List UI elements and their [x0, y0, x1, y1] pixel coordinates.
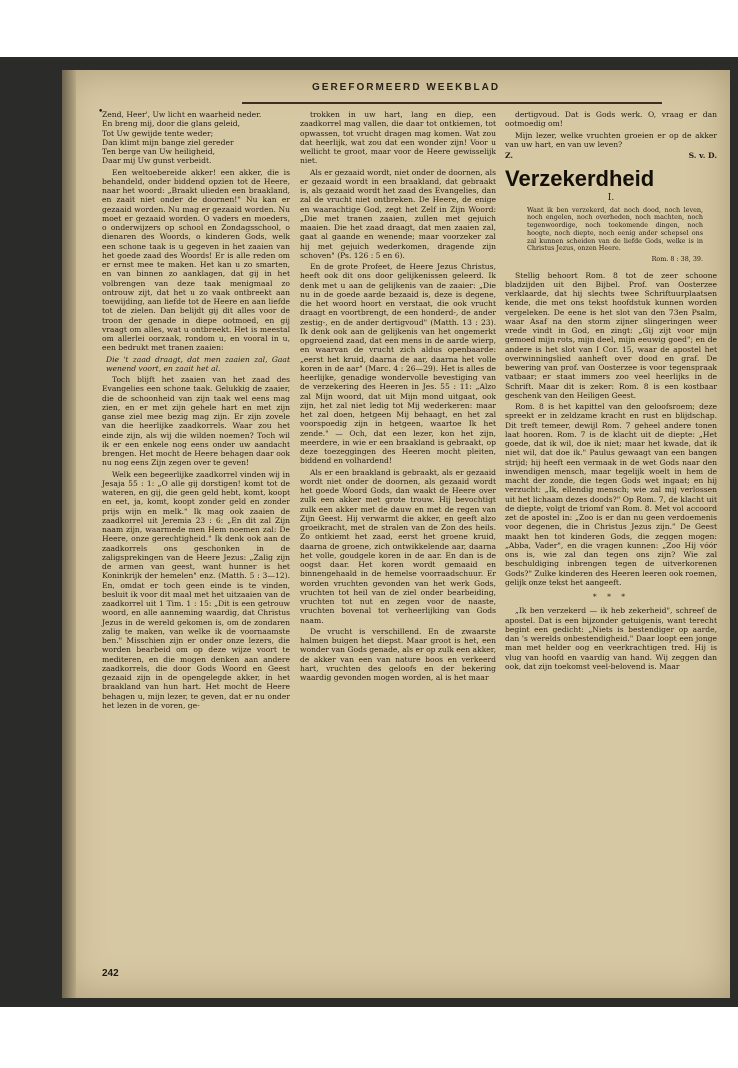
article-signature	[505, 151, 717, 160]
page-binding-shadow	[62, 70, 76, 998]
paragraph: trokken in uw hart, lang en diep, een zaadkorrel mag vallen, die daar tot ontkiemen, tot opwassen, tot vrucht dragen mag komen. Wat zou dat heerlijk, wat zou dat een wonder zijn! Voor u wellicht te groot, maar voor de Heere gewisselijk niet.	[300, 110, 496, 166]
publication-title: GEREFORMEERD WEEKBLAD	[312, 82, 501, 93]
column-middle	[300, 110, 496, 684]
motto-text: Want ik ben verzekerd, dat noch dood, noch leven, noch engelen, noch overheden, noch machten, noch tegenwoordige, noch toekomende dingen, noch hoogte, noch diepte, noch eenig ander schepsel ons zal kunnen scheiden van de liefde Gods, welke is in Christus Jezus, onzen Heere.	[527, 205, 703, 253]
paragraph: Als er gezaaid wordt, niet onder de doornen, als er gezaaid wordt in een braakland, dat gebraakt is, als gezaaid wordt het zaad des Evangelies, dan zal de vrucht niet ontbreken. De Heere, de enige en waarachtige God, zegt het Zelf in Zijn Woord: „Die met tranen zaaien, zullen met gejuich maaien. Die het zaad draagt, dat men zaaien zal, gaat al gaande en wenende; maar voorzeker zal hij met gejuich wederkomen, dragende zijn schoven" (Ps. 126 : 5 en 6).	[300, 167, 496, 260]
column-left	[102, 110, 290, 712]
margin-mark: •	[98, 107, 104, 117]
section-number: I.	[607, 193, 615, 204]
magazine-page	[62, 70, 730, 998]
column-right	[505, 110, 717, 673]
signature-left: Z.	[505, 151, 514, 160]
paragraph: „Ik ben verzekerd — ik heb zekerheid", schreef de apostel. Dat is een bijzonder getuigenis, want terecht begint een gedicht: „Niets is bestendiger op aarde, dan 's werelds onbestendigheid." Daar loopt een jonge man met helder oog en veerkrachtigen tred. Hij is vlug van hoofd en vaardig van hand. Wij zeggen dan ook, dat zijn toekomst veel-belovend is. Maar	[505, 606, 717, 671]
poem-stanza: Zend, Heer', Uw licht en waarheid neder. En breng mij, door die glans geleid, Tot Uw gewijde tente weder; Dan klimt mijn bange ziel gereder Ten berge van Uw heiligheid, Daar mij Uw gunst verbeidt.	[102, 110, 262, 166]
paragraph: Een weltoebereide akker! een akker, die is behandeld, onder biddend opzien tot de Heere, naar het woord: „Braakt ulieden een braakland, en zaait niet onder de doornen!" Nu kan er gezaaid worden. Nu mag er gezaaid worden. Nu moet er gezaaid worden. O vaders en moeders, o onderwijzers op school en Zondagsschool, o dienaren des Woords, o kinderen Gods, welk een schone taak is u gegeven in het zaaien van het goede zaad des Woords! Er is alle reden om er ernst mee te maken. Het kan u zo smarten, en van binnen zo aanklagen, dat gij in het volbrengen van deze taak menigmaal zo ontrouw zijt, dat het u zo vaak ontbreekt aan toewijding, aan liefde tot de Heere en aan liefde tot de zielen. Dan belijdt gij dit alles voor de troon der genade in diepe ootmoed, en gij vraagt om alles, wat u ontbreekt. Het is meestal om allerlei oorzaak, rondom u, en vooral in u, een bedrukt met tranen zaaien:	[102, 167, 290, 353]
verse-quote: Die 't zaad draagt, dat men zaaien zal, Gaat wenend voort, en zaait het al.	[106, 354, 290, 373]
paragraph: De vrucht is verschillend. En de zwaarste halmen buigen het diepst. Maar groot is het, een wonder van Gods genade, als er op zulk een akker, de akker van een van nature boos en verkeerd hart, vruchten des geloofs en der bekering waardig gevonden mogen worden, al is het maar	[300, 626, 496, 682]
section-divider: * * *	[592, 592, 630, 602]
motto-reference: Rom. 8 : 38, 39.	[651, 255, 703, 264]
article-heading: Verzekerdheid	[505, 166, 655, 192]
paragraph: Stellig behoort Rom. 8 tot de zeer schoone bladzijden uit den Bijbel. Prof. van Oosterzee verklaarde, dat hij slechts twee Schriftuurplaatsen kende, die met ons tekst hoofdstuk kunnen worden vergeleken. De eene is het slot van den 73en Psalm, waar Asaf na den storm zijner slingeringen weer vrede vindt in God, en zingt: „Gij zijt voor mijn gemoed mijn rots, mijn deel, mijn eeuwig goed"; en de andere is het slot van I Cor. 15, waar de apostel het overwinningslied aanheft over dood en graf. De bewering van prof. van Oosterzee is voor tegenspraak vatbaar; er staat immers zoo veel heerlijks in de Schrift. Maar dit is zeker: Rom. 8 is een kostbaar geschenk van den Heiligen Geest.	[505, 270, 717, 400]
page-header	[242, 82, 662, 104]
paragraph: Mijn lezer, welke vruchten groeien er op de akker van uw hart, en van uw leven?	[505, 130, 717, 149]
paragraph: Als er een braakland is gebraakt, als er gezaaid wordt niet onder de doornen, als gezaaid wordt het goede Woord Gods, dan waakt de Heere over zulk een akker met grote trouw. Hij bevochtigt zulk een akker met de dauw en met de regen van Zijn Geest. Hij verwarmt die akker, en geeft alzo groeikracht, met de stralen van de Zon des heils. Zo ontkiemt het zaad, eerst het groene kruid, daarna de groene, zich ontwikkelende aar, daarna het volle, goudgele koren in de aar. En dan is de oogst daar. Het koren wordt gemaaid en binnengehaald in de hemelse voorraadschuur. Er worden vruchten gevonden van het werk Gods, vruchten tot heil van de ziel onder bearbeiding, vruchten tot nut en zegen voor de naaste, vruchten bovenal tot verheerlijking van Gods naam.	[300, 467, 496, 625]
paragraph: En de grote Profeet, de Heere Jezus Christus, heeft ook dit ons door gelijkenissen geleerd. Ik denk met u aan de gelijkenis van de zaaier: „Die nu in de goede aarde bezaaid is, deze is degene, die het woord hoort en verstaat, die ook vrucht draagt en voortbrengt, de een honderd-, de ander zestig-, en de ander dertigvoud" (Matth. 13 : 23). Ik denk ook aan de gelijkenis van het ongemerkt opgroeiend zaad, dat een mens in de aarde wierp, en waarvan de vrucht zich aldus openbaarde: „eerst het kruid, daarna de aar, daarna het volle koren in de aar" (Marc. 4 : 26—29). Het is alles de heerlijke, genadige wondervolle bevestiging van de verzekering des Heeren in Jes. 55 : 11: „Alzo zal Mijn woord, dat uit Mijn mond uitgaat, ook zijn, het zal niet ledig tot Mij wederkeren: maar het zal doen, hetgeen Mij behaagt, en het zal voorspoedig zijn in hetgeen, waartoe Ik het zende." — Och, dat een lezer, kon het zijn, meerdere, in wie er een braakland is gebraakt, op deze toezeggingen des Heeren mocht pleiten, biddend en volhardend!	[300, 262, 496, 466]
paragraph: dertigvoud. Dat is Gods werk. O, vraag er dan ootmoedig om!	[505, 110, 717, 129]
paragraph: Rom. 8 is het kapittel van den geloofsroem; deze spreekt er in zeldzame kracht en rust en blijdschap. Dit treft temeer, dewijl Rom. 7 geheel andere tonen laat hooren. Rom. 7 is de klacht uit de diepte: „Het goede, dat ik wil, doe ik niet; maar het kwade, dat ik niet wil, dat doe ik." Paulus gewaagt van een bangen strijd; hij heeft een vermaak in de wet Gods naar den inwendigen mensch, maar tegelijk woelt in hem de macht der zonde, die tegen Gods wet ingaat; en hij verzucht: „Ik, ellendig mensch; wie zal mij verlossen uit het lichaam dezes doods?" Op Rom. 7, de klacht uit de diepte, volgt de triomf van Rom. 8. Met vol accoord zet de apostel in: „Zoo is er dan nu geen verdoemenis voor degenen, die in Christus Jezus zijn." De Geest maakt hen tot kinderen Gods, die zeggen mogen: „Abba, Vader", en die vragen kunnen: „Zoo Hij vóór ons is, wie zal dan tegen ons zijn? Wie zal beschuldiging inbrengen tegen de uitverkorenen Gods?" Zulke kinderen des Heeren leeren ook roemen, gelijk onze tekst het aangeeft.	[505, 402, 717, 587]
signature-right: S. v. D.	[688, 151, 717, 160]
paragraph: Toch blijft het zaaien van het zaad des Evangelies een schone taak. Gelukkig de zaaier, die de schoonheid van zijn taak wel eens mag zien, en er met zijn gehele hart en met zijn ganse ziel mee bezig mag zijn. Er zijn zovele van die heerlijke zaadkorrels. Waar zou het einde zijn, als wij die wilden noemen? Toch wil ik er een enkele nog eens onder uw aandacht brengen. Het mocht de Heere behagen daar ook nu nog eens Zijn zegen over te geven!	[102, 375, 290, 468]
page-number: 242	[102, 968, 119, 979]
paragraph: Welk een begeerlijke zaadkorrel vinden wij in Jesaja 55 : 1: „O alle gij dorstigen! komt tot de wateren, en gij, die geen geld hebt, komt, koopt en eet, ja, komt, koopt zonder geld en zonder prijs wijn en melk." Ik mag ook zaaien de zaadkorrel uit Jeremia 23 : 6: „En dit zal Zijn naam zijn, waarmede men Hem noemen zal: De Heere, onze gerechtigheid." Ik denk ook aan de zaadkorrels ons geschonken in de zaligsprekingen van de Heere Jezus: „Zalig zijn de armen van geest, want hunner is het Koninkrijk der hemelen" enz. (Matth. 5 : 3—12). En, omdat er toch geen einde is te vinden, besluit ik voor dit maal met het uitzaaien van de zaadkorrel uit 1 Tim. 1 : 15: „Dit is een getrouw woord, en alle aanneming waardig, dat Christus Jezus in de wereld gekomen is, om de zondaren zalig te maken, van welke ik de voornaamste ben." Misschien zijn er onder onze lezers, die worden bearbeid om op deze wijze voort te mediteren, en die mogen denken aan andere zaadkorrels, die door Gods Woord en Geest gezaaid zijn in de opengelegde akker, in het braakland van hun hart. Het mocht de Heere behagen u, mijn lezer, te geven, dat er nu onder het lezen in de voren, ge-	[102, 469, 290, 710]
